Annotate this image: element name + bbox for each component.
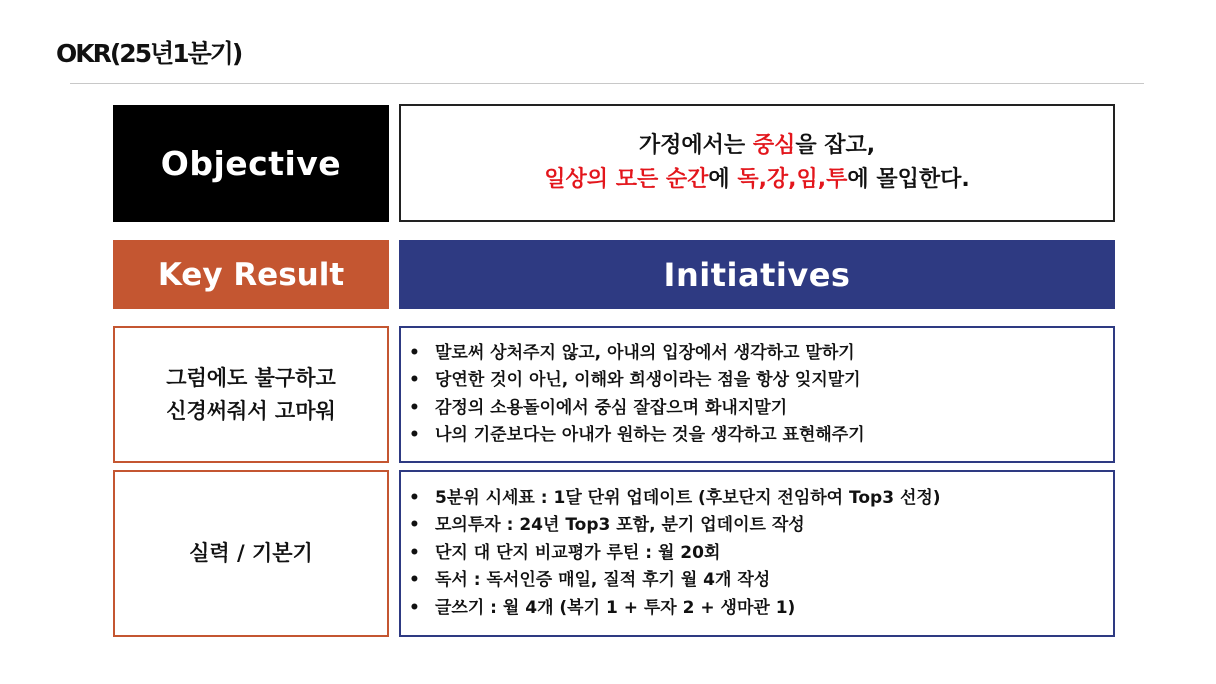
list-item: • 말로써 상처주지 않고, 아내의 입장에서 생각하고 말하기 xyxy=(409,340,865,368)
objective-highlight-moments: 일상의 모든 순간 xyxy=(544,167,709,192)
objective-line-1 xyxy=(639,129,875,163)
list-item: • 모의투자 : 24년 Top3 포함, 분기 업데이트 작성 xyxy=(409,512,941,540)
objective-highlight-center: 중심 xyxy=(752,133,796,158)
key-result-1-line-1: 그럼에도 불구하고 xyxy=(166,365,336,390)
objective-line-1-part-3: 을 잡고, xyxy=(795,133,876,158)
objective-line-2-part-4: 에 몰입한다. xyxy=(847,167,970,192)
objective-highlight-keywords: 독,강,임,투 xyxy=(737,167,848,192)
title-divider xyxy=(70,83,1144,84)
initiatives-1 xyxy=(399,326,1115,463)
initiatives-2 xyxy=(399,470,1115,637)
objective-statement xyxy=(399,104,1115,222)
key-result-2-line-1: 실력 / 기본기 xyxy=(189,541,313,565)
list-item: • 감정의 소용돌이에서 중심 잘잡으며 화내지말기 xyxy=(409,395,865,423)
list-item: • 단지 대 단지 비교평가 루틴 : 월 20회 xyxy=(409,540,941,568)
objective-line-1-part-1: 가정에서는 xyxy=(638,133,753,158)
initiatives-1-list xyxy=(401,340,865,450)
list-item: • 5분위 시세표 : 1달 단위 업데이트 (후보단지 전임하여 Top3 선정) xyxy=(409,485,941,513)
list-item: • 당연한 것이 아닌, 이해와 희생이라는 점을 항상 잊지말기 xyxy=(409,367,865,395)
list-item: • 독서 : 독서인증 매일, 질적 후기 월 4개 작성 xyxy=(409,567,941,595)
page-title: OKR(25년1분기) xyxy=(56,39,242,68)
key-result-1-line-2: 신경써줘서 고마워 xyxy=(166,398,336,423)
key-result-1 xyxy=(113,326,389,463)
objective-label: Objective xyxy=(113,105,389,222)
key-result-2 xyxy=(113,470,389,637)
objective-line-2-part-2: 에 xyxy=(708,167,738,192)
list-item: • 나의 기준보다는 아내가 원하는 것을 생각하고 표현해주기 xyxy=(409,422,865,450)
initiatives-2-list xyxy=(401,485,941,623)
key-result-header: Key Result xyxy=(113,240,389,309)
initiatives-header: Initiatives xyxy=(399,240,1115,309)
objective-line-2 xyxy=(544,163,969,197)
list-item: • 글쓰기 : 월 4개 (복기 1 + 투자 2 + 생마관 1) xyxy=(409,595,941,623)
